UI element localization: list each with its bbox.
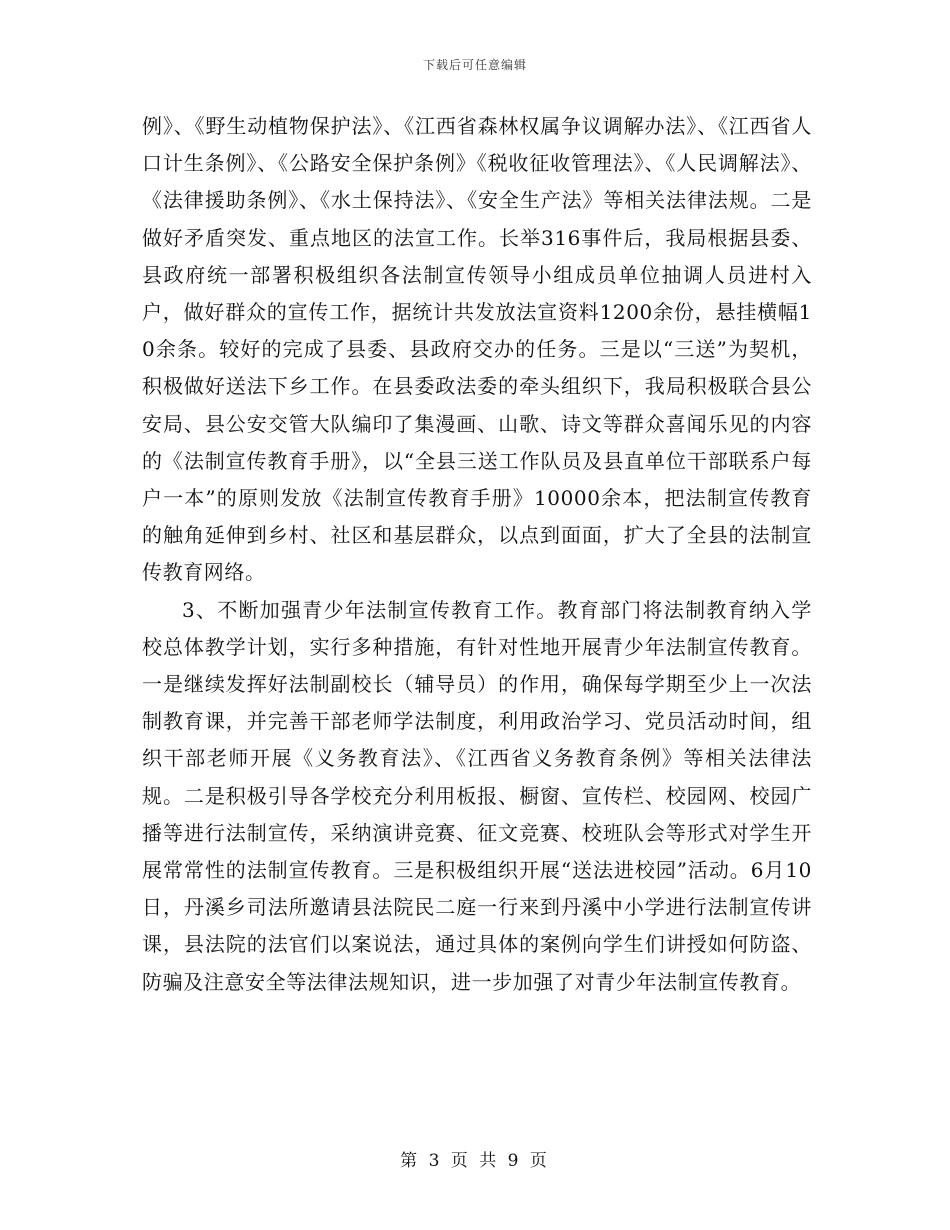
page-number: 第 3 页 共 9 页 xyxy=(400,1151,550,1171)
paragraph-youth-legal-education: 3、不断加强青少年法制宣传教育工作。教育部门将法制教育纳入学校总体教学计划，实行多种措施，有针对性地开展青少年法制宣传教育。一是继续发挥好法制副校长（辅导员）的作用，确保每学期至少上一次法制教育课，并完善干部老师学法制度，利用政治学习、党员活动时间，组织干部老师开展《义务教育法》、《江西省义务教育条例》等相关法律法规。二是积极引导各学校充分利用板报、橱窗、宣传栏、校园网、校园广播等进行法制宣传，采纳演讲竞赛、征文竞赛、校班队会等形式对学生开展常常性的法制宣传教育。三是积极组织开展“送法进校园”活动。6月10日，丹溪乡司法所邀请县法院民二庭一行来到丹溪中小学进行法制宣传讲课，县法院的法官们以案说法，通过具体的案例向学生们讲授如何防盗、防骗及注意安全等法律法规知识，进一步加强了对青少年法制宣传教育。 xyxy=(142,597,812,994)
header-note: 下载后可任意编辑 xyxy=(422,58,527,72)
body-text xyxy=(142,108,812,1001)
paragraph-continuation: 例》、《野生动植物保护法》、《江西省森林权属争议调解办法》、《江西省人口计生条例》、《公路安全保护条例》《税收征收管理法》、《人民调解法》、《法律援助条例》、《水土保持法》、《安全生产法》等相关法律法规。二是做好矛盾突发、重点地区的法宣工作。长举316事件后，我局根据县委、县政府统一部署积极组织各法制宣传领导小组成员单位抽调人员进村入户，做好群众的宣传工作，据统计共发放法宣资料1200余份，悬挂横幅10余条。较好的完成了县委、县政府交办的任务。三是以“三送”为契机，积极做好送法下乡工作。在县委政法委的牵头组织下，我局积极联合县公安局、县公安交管大队编印了集漫画、山歌、诗文等群众喜闻乐见的内容的《法制宣传教育手册》，以“全县三送工作队员及县直单位干部联系户每户一本”的原则发放《法制宣传教育手册》10000余本，把法制宣传教育的触角延伸到乡村、社区和基层群众，以点到面面，扩大了全县的法制宣传教育网络。 xyxy=(142,114,812,585)
